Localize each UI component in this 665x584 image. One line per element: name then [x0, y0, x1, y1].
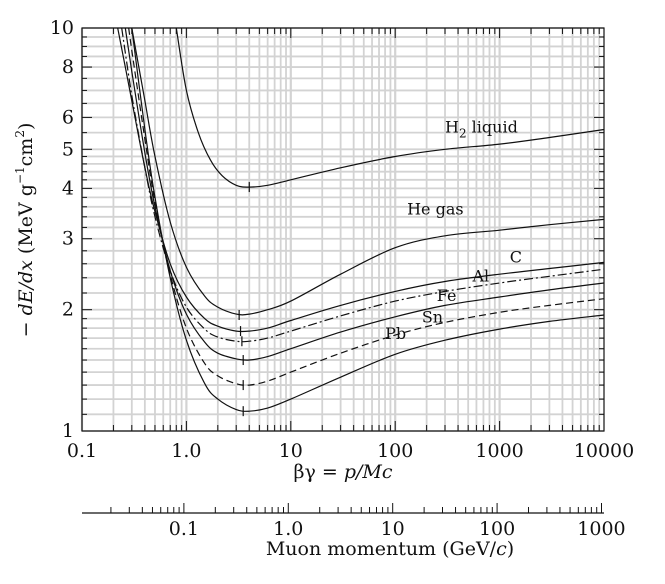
curve-label-he-gas: [407, 199, 464, 218]
y-title-italic: dE/dx: [15, 260, 37, 316]
curve-label-main: Fe: [436, 286, 457, 306]
y-tick-label: 5: [61, 138, 74, 161]
y-tick-label: 10: [49, 17, 74, 39]
x-tick-labels: [67, 440, 634, 462]
y-tick-label: 2: [61, 298, 74, 321]
curve-label-sn: [422, 307, 443, 326]
muon-axis-title: [266, 538, 514, 560]
y-tick-label: 1: [61, 420, 74, 442]
y-title-sup1: −1: [13, 166, 27, 185]
y-tick-label: 3: [61, 227, 74, 250]
curve-label-c: [510, 247, 522, 266]
curve-label-h: [445, 118, 518, 141]
y-tick-labels: [50, 17, 74, 442]
x-tick-label: 1000: [475, 440, 524, 462]
x-tick-label: 10: [278, 440, 303, 462]
muon-momentum-axis: [82, 503, 626, 560]
curve-label-sub: 2: [458, 126, 467, 141]
curve-label-main: He gas: [407, 199, 464, 219]
y-tick-label: 4: [61, 177, 74, 200]
curve-label-main: C: [509, 247, 522, 267]
y-title-sup2: 2: [13, 130, 27, 138]
muon-tick-label: 100: [478, 518, 516, 540]
curve-label-fe: [437, 286, 457, 305]
x-axis-title-italic: p/Mc: [343, 461, 393, 483]
y-axis-title: [13, 123, 37, 338]
muon-axis-ticks: [111, 503, 602, 513]
y-title-mid: cm: [15, 137, 37, 167]
y-tick-label: 8: [61, 56, 74, 79]
curve-label-main: Al: [472, 266, 490, 286]
muon-axis-tick-labels: [169, 518, 626, 540]
muon-title-pre: Muon momentum (GeV/: [265, 538, 497, 560]
y-title-end: ): [15, 122, 37, 131]
muon-title-italic: c: [496, 538, 507, 560]
x-tick-label: 10000: [573, 440, 635, 462]
curve-label-al: [471, 266, 489, 285]
x-tick-label: 1.0: [171, 440, 202, 462]
y-tick-label: 6: [61, 106, 74, 129]
x-tick-label: 100: [377, 440, 414, 462]
x-axis-title: [293, 461, 392, 483]
x-axis-title-pre: βγ =: [293, 461, 344, 483]
y-title-lead: −: [15, 315, 37, 338]
curve-label-main: Pb: [385, 324, 407, 344]
muon-tick-label: 0.1: [168, 518, 199, 540]
y-title-rest: (MeV g: [15, 184, 37, 261]
muon-tick-label: 1000: [577, 518, 626, 540]
curve-label-rest: liquid: [466, 117, 518, 137]
x-tick-label: 0.1: [66, 440, 98, 462]
muon-tick-label: 10: [380, 518, 405, 540]
curve-label-pb: [385, 324, 406, 343]
muon-tick-label: 1.0: [273, 518, 304, 540]
curve-pb: [132, 28, 604, 411]
curve-label-main: Sn: [421, 307, 444, 327]
muon-title-post: ): [506, 538, 515, 560]
curve-label-main: H: [445, 117, 459, 137]
